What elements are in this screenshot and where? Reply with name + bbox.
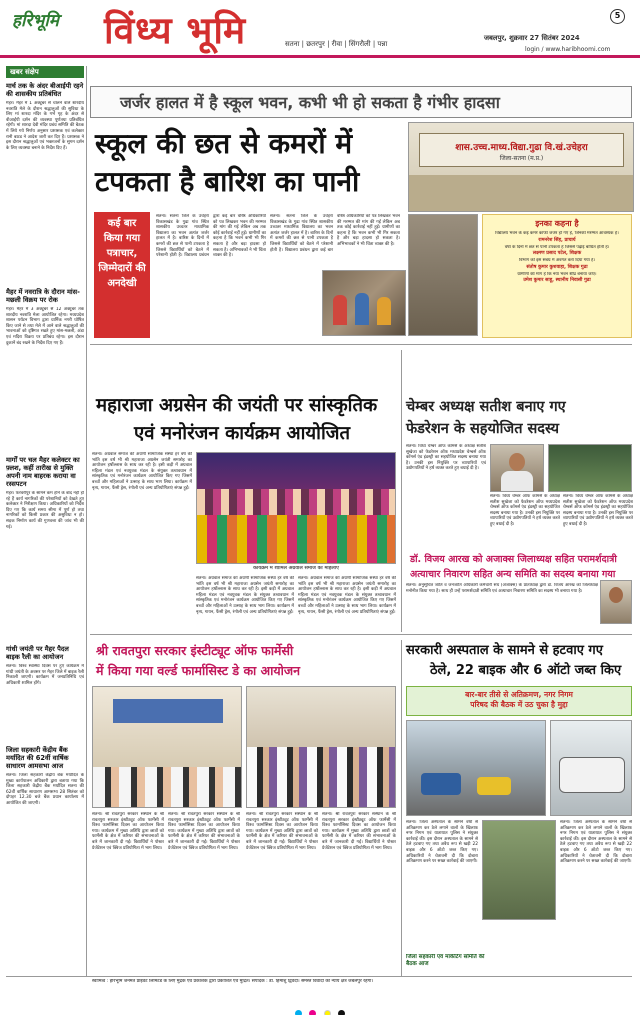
quote-item <box>486 272 628 284</box>
pharmacy-group-photo <box>246 686 396 808</box>
footer-label: जिला सहकारी एवं मार्केटिंग समिति की बैठक आज <box>406 954 485 967</box>
portrait-head <box>609 587 623 603</box>
hospital-banner <box>406 686 632 716</box>
quote-item <box>486 258 628 270</box>
footer-divider <box>6 976 632 977</box>
school-sign-board <box>419 133 624 167</box>
quote-item <box>486 231 628 243</box>
lead-callout-text: कई बार किया गया पत्राचार, जिम्मेदारों की अनदेखी <box>98 218 146 289</box>
group-row <box>247 747 395 807</box>
agrasen-headline-line-2: एवं मनोरंजन कार्यक्रम आयोजित <box>134 423 351 444</box>
quote-text: वर्षा के दिनों में छत से पानी टपकता है जिससे पढ़ाई बाधित होती है। <box>504 244 610 250</box>
chamber-body: सतना। विंध्य चेम्बर ऑफ कॉमर्स के अध्यक्ष सतीश सुखेजा को फेडरेशन ऑफ मध्यप्रदेश चेम्बर्स ऑफ कॉमर्स एंड इंडस्ट्री का सहयोजित सदस्य बनाया गया है। उनकी इस नियुक्ति पर व्यापारियों एवं उद्योगपतियों ने हर्ष व्यक्त करते हुए बधाई दी है। <box>406 444 486 472</box>
quotes-title: इनका कहना है <box>535 219 579 228</box>
region-item: पन्ना <box>377 40 388 48</box>
vijay-portrait-photo <box>600 580 632 624</box>
lead-body: सतना। सतना जिले के उचेहरा विकासखंड के गुढा गांव स्थित शासकीय उच्चतर माध्यमिक विद्यालय का भवन अत्यंत जर्जर हालत में है। बारिश के दिनों में कमरों की छत से पानी टपकता है जिससे विद्यार्थियों को बैठने में परेशानी होती है। विद्यालय प्रबंधन द्वारा कई बार वरिष्ठ अधिकारियों को पत्र लिखकर भवन की मरम्मत की मांग की गई लेकिन अब तक कोई कार्रवाई नहीं हुई। ग्रामीणों का कहना है कि भवन कभी भी गिर सकता है और बड़ा हादसा हो सकता है। अभिभावकों ने भी चिंता व्यक्त की है। <box>156 214 266 259</box>
brief-2-body: मैहर। मैहर में 3 अक्टूबर से 12 अक्टूबर तक शारदीय नवरात्रि मेला आयोजित रहेगा। मध्यप्रदेश शासन पर्यटन विभाग द्वारा धार्मिक नगरी घोषित किए जाने से तथा मेले में आने वाले श्रद्धालुओं की भावनाओं को दृष्टिगत रखते हुए मांस-मछली, अंडा एवं मदिरा विक्रय पर प्रतिबंध रहेगा। इस दौरान दुकानें बंद रखने के निर्देश दिए गए हैं। <box>6 307 84 346</box>
group-row <box>197 489 395 515</box>
pharmacy-body-col-2: सतना। श्री रावतपुरा सरकार संस्थान के श्री रावतपुरा सरकार इंस्टीट्यूट ऑफ फार्मेसी में विश्व फार्मासिस्ट दिवस का आयोजन किया गया। कार्यक्रम में मुख्य अतिथि द्वारा छात्रों को फार्मेसी के क्षेत्र में करियर की संभावनाओं के बारे में जानकारी दी गई। विद्यार्थियों ने पोस्टर प्रेजेंटेशन एवं क्विज प्रतियोगिता में भाग लिया। <box>168 812 240 851</box>
website: login / www.haribhoomi.com <box>525 46 611 53</box>
quote-text: ग्रामीणों की मांग है कि नया भवन शीघ्र बनाया जाए। <box>517 271 597 277</box>
chamber-headline-line-1: चेम्बर अध्यक्ष सतीश बनाए गए <box>406 399 566 415</box>
footer-imprint: स्वामित्व : हरिभूमि जनमत प्राइवेट लिमिटेड के लिए मुद्रक एवं प्रकाशक द्वारा प्रकाशित एवं मुद्रित। संपादक : डॉ. हिमांशु द्विवेदी। समस्त विवादों का न्याय क्षेत्र जबलपुर रहेगा। <box>92 979 374 984</box>
lead-body-continued: सतना। सतना जिले के उचेहरा विकासखंड के गुढा गांव स्थित शासकीय उच्चतर माध्यमिक विद्यालय का भवन अत्यंत जर्जर हालत में है। बारिश के दिनों में कमरों की छत से पानी टपकता है जिससे विद्यार्थियों को बैठने में परेशानी होती है। विद्यालय प्रबंधन द्वारा कई बार वरिष्ठ अधिकारियों को पत्र लिखकर भवन की मरम्मत की मांग की गई लेकिन अब तक कोई कार्रवाई नहीं हुई। ग्रामीणों का कहना है कि भवन कभी भी गिर सकता है और बड़ा हादसा हो सकता है। अभिभावकों ने भी चिंता व्यक्त की है। <box>270 214 400 253</box>
sidebar <box>6 66 84 976</box>
student-figure <box>355 293 369 325</box>
pharmacy-body-col-3: सतना। श्री रावतपुरा सरकार संस्थान के श्री रावतपुरा सरकार इंस्टीट्यूट ऑफ फार्मेसी में विश्व फार्मासिस्ट दिवस का आयोजन किया गया। कार्यक्रम में मुख्य अतिथि द्वारा छात्रों को फार्मेसी के क्षेत्र में करियर की संभावनाओं के बारे में जानकारी दी गई। विद्यार्थियों ने पोस्टर प्रेजेंटेशन एवं क्विज प्रतियोगिता में भाग लिया। <box>246 812 318 851</box>
column-divider <box>86 66 87 976</box>
brief-3-body: मैहर। फरवरीपुर के सामने कम होने के बाद नहीं हो रहे हैं कार्य नागरिकों की परेशानियों को देखते हुए कलेक्टर ने निरीक्षण किया। अधिकारियों को निर्देश दिए गए कि कार्य समय सीमा में पूर्ण हो तथा नागरिकों को किसी प्रकार की असुविधा न हो। सड़क निर्माण कार्य की गुणवत्ता की जांच भी की गई। <box>6 491 84 530</box>
quote-author: लक्ष्मण प्रसाद पटेल, शिक्षक <box>532 251 582 257</box>
hospital-body-col-2: सतना। जिला अस्पताल के सामने वर्षों से अतिक्रमण कर ठेले लगाने वालों के खिलाफ नगर निगम एवं यातायात पुलिस ने संयुक्त कार्रवाई की। इस दौरान अस्पताल के सामने से ठेले हटवाए गए तथा अवैध रूप से खड़ी 22 बाइक और 6 ऑटो जब्त किए गए। अधिकारियों ने चेतावनी दी कि दोबारा अतिक्रमण करने पर सख्त कार्रवाई की जाएगी। <box>560 820 632 865</box>
brief-1-body: मैहर। मैहर में 1 अक्टूबर से चालने वाले शारदीय नवरात्रि मेले के दौरान श्रद्धालुओं की सुविधा के लिए मां शारदा मंदिर के गर्भ गृह के अंदर से वीआईपी दर्शन की व्यवस्था पूर्णतया प्रतिबंधित रहेगी। मां शारदा देवी मंदिर प्रबंध समिति की बैठक में लिये गये निर्णय अनुसार प्रशासक एवं कलेक्टर रानी बाटड ने आदेश जारी कर दिए हैं। प्रशासक ने इस दौरान श्रद्धालुओं एवं भक्तजनों के सुगम दर्शन के लिए व्यवस्था बनाने के निर्देश दिए हैं। <box>6 101 84 151</box>
chamber-body-2: सतना। विंध्य चेम्बर ऑफ कॉमर्स के अध्यक्ष सतीश सुखेजा को फेडरेशन ऑफ मध्यप्रदेश चेम्बर्स ऑफ कॉमर्स एंड इंडस्ट्री का सहयोजित सदस्य बनाया गया है। उनकी इस नियुक्ति पर व्यापारियों एवं उद्योगपतियों ने हर्ष व्यक्त करते हुए बधाई दी है। <box>490 494 560 527</box>
school-sign-subtext: जिला-सतना (म.प्र.) <box>499 155 544 162</box>
dateline: जबलपुर, शुक्रवार 27 सितंबर 2024 <box>484 34 580 42</box>
hospital-crowd-photo <box>482 820 556 920</box>
lead-kicker: जर्जर हालत में है स्कूल भवन, कभी भी हो सकता है गंभीर हादसा <box>120 93 500 112</box>
hospital-headline-line-1: सरकारी अस्पताल के सामने से हटवाए गए <box>406 643 603 658</box>
quote-author: संतोष कुमार कुशवाहा, शिक्षक गुढा <box>526 264 588 270</box>
region-item: सिंगरौली <box>348 40 371 48</box>
lead-headline-line-2: टपकता है बारिश का पानी <box>95 165 360 198</box>
brief-5-body: सतना। जिला सहकारी केंद्रीय बैंक मर्यादित के मुख्य कार्यपालन अधिकारी द्वारा बताया गया कि जिला सहकारी केंद्रीय बैंक मर्यादित सतना की 62वीं वार्षिक साधारण आमसभा 28 सितंबर को दोपहर 12.30 बजे बैंक प्रधान कार्यालय में आयोजित की जाएगी। <box>6 773 84 806</box>
lead-callout-box <box>94 212 150 338</box>
school-building-photo <box>408 122 634 212</box>
region-item: छतरपुर <box>306 40 325 48</box>
brief-1-headline: मार्च तक के अंदर बीआईपी रहने की शासकीय प्रतिबंधित <box>6 82 84 98</box>
column-divider <box>401 640 402 976</box>
person-body <box>501 471 533 492</box>
pharmacy-headline-line-2: में किया गया वर्ल्ड फार्मासिस्ट डे का आयोजन <box>96 663 301 678</box>
region-item: रीवा <box>331 40 343 48</box>
pharmacy-headline-line-1: श्री रावतपुरा सरकार इंस्टीट्यूट ऑफ फार्मेसी <box>96 643 294 658</box>
agrasen-body-col-3: सतना। अग्रवाल समाज की अग्रणी सामाजिक संस्था हर वर्ष की भांति इस वर्ष भी श्री महाराजा अग्रसेन जयंती समारोह का आयोजन हर्षोल्लास के साथ कर रही है। इसी कड़ी में अग्रवाल महिला मंडल एवं नवयुवक मंडल के संयुक्त तत्वावधान में सांस्कृतिक एवं मनोरंजन कार्यक्रम आयोजित किए गए जिसमें बच्चों और महिलाओं ने उत्साह के साथ भाग लिया। कार्यक्रम में नृत्य, गायन, फैंसी ड्रेस, रंगोली एवं अन्य प्रतियोगिताएं संपन्न हुईं। <box>298 576 396 615</box>
audience-row <box>93 767 241 807</box>
hospital-headline-line-2: ठेले, 22 बाइक और 6 ऑटो जब्त किए <box>430 663 622 678</box>
hospital-body-col-1: सतना। जिला अस्पताल के सामने वर्षों से अतिक्रमण कर ठेले लगाने वालों के खिलाफ नगर निगम एवं यातायात पुलिस ने संयुक्त कार्रवाई की। इस दौरान अस्पताल के सामने से ठेले हटवाए गए तथा अवैध रूप से खड़ी 22 बाइक और 6 ऑटो जब्त किए गए। अधिकारियों ने चेतावनी दी कि दोबारा अतिक्रमण करने पर सख्त कार्रवाई की जाएगी। <box>406 820 478 865</box>
quote-author: उमेश कुमार साहू, स्थानीय निवासी गुढा <box>523 278 591 284</box>
vehicle-shape <box>477 777 511 795</box>
brief-5-headline: जिला सहकारी केंद्रीय बैंक मर्यादित की 62वीं वार्षिक साधारण आमसभा आज <box>6 746 69 770</box>
agrasen-photo-caption: कार्यक्रम में शामिल अग्रवाल समाज की महिलाएं <box>253 566 339 571</box>
quote-text: विद्यालय भवन के कई कमरे काफी जर्जर हो गए हैं, जिनकी मरम्मत आवश्यक है। <box>495 231 619 236</box>
page-number-badge: 5 <box>610 9 625 24</box>
section-divider <box>90 634 632 635</box>
pharmacy-body-col-4: सतना। श्री रावतपुरा सरकार संस्थान के श्री रावतपुरा सरकार इंस्टीट्यूट ऑफ फार्मेसी में विश्व फार्मासिस्ट दिवस का आयोजन किया गया। कार्यक्रम में मुख्य अतिथि द्वारा छात्रों को फार्मेसी के क्षेत्र में करियर की संभावनाओं के बारे में जानकारी दी गई। विद्यार्थियों ने पोस्टर प्रेजेंटेशन एवं क्विज प्रतियोगिता में भाग लिया। <box>322 812 396 851</box>
chamber-body-3: सतना। विंध्य चेम्बर ऑफ कॉमर्स के अध्यक्ष सतीश सुखेजा को फेडरेशन ऑफ मध्यप्रदेश चेम्बर्स ऑफ कॉमर्स एंड इंडस्ट्री का सहयोजित सदस्य बनाया गया है। उनकी इस नियुक्ति पर व्यापारियों एवं उद्योगपतियों ने हर्ष व्यक्त करते हुए बधाई दी है। <box>563 494 633 527</box>
building-wall <box>409 175 634 212</box>
quote-item <box>486 245 628 257</box>
column-divider <box>401 350 402 632</box>
brief-2-headline: मैहर में नवरात्रि के दौरान मांस-मछली विक्रय पर रोक <box>6 288 80 304</box>
pharmacy-seminar-photo <box>92 686 242 808</box>
region-item: सतना <box>285 40 300 48</box>
student-figure <box>377 297 391 325</box>
agrasen-body-col-1: सतना। अग्रवाल समाज की अग्रणी सामाजिक संस्था हर वर्ष की भांति इस वर्ष भी श्री महाराजा अग्रसेन जयंती समारोह का आयोजन हर्षोल्लास के साथ कर रही है। इसी कड़ी में अग्रवाल महिला मंडल एवं नवयुवक मंडल के संयुक्त तत्वावधान में सांस्कृतिक एवं मनोरंजन कार्यक्रम आयोजित किए गए जिसमें बच्चों और महिलाओं ने उत्साह के साथ भाग लिया। कार्यक्रम में नृत्य, गायन, फैंसी ड्रेस, रंगोली एवं अन्य प्रतियोगिताएं संपन्न हुईं। <box>92 452 192 491</box>
person-head <box>509 453 525 471</box>
lead-headline-line-1: स्कूल की छत से कमरों में <box>95 127 353 160</box>
pharmacy-body-col-1: सतना। श्री रावतपुरा सरकार संस्थान के श्री रावतपुरा सरकार इंस्टीट्यूट ऑफ फार्मेसी में विश्व फार्मासिस्ट दिवस का आयोजन किया गया। कार्यक्रम में मुख्य अतिथि द्वारा छात्रों को फार्मेसी के क्षेत्र में करियर की संभावनाओं के बारे में जानकारी दी गई। विद्यार्थियों ने पोस्टर प्रेजेंटेशन एवं क्विज प्रतियोगिता में भाग लिया। <box>92 812 164 851</box>
vehicle-shape <box>421 773 461 795</box>
group-row <box>197 515 395 563</box>
vijay-headline-line-2: अत्याचार निवारण सहित अन्य समिति का सदस्य बनाया गया <box>410 569 616 580</box>
brief-4-body: सतना। विश्व स्वास्थ्य दिवस पर हुए कार्यक्रम में गांधी जयंती के अवसर पर मैहर जिले में बाइक रैली निकाली जाएगी। कार्यक्रम में जनप्रतिनिधि एवं अधिकारी शामिल होंगे। <box>6 664 84 686</box>
students-classroom-photo <box>322 270 406 336</box>
suv-shape <box>559 757 625 793</box>
masthead <box>0 0 640 58</box>
black-registration-dot <box>338 1010 345 1015</box>
brief-3-headline: मार्गों पर चल मैहर कलेक्टर का फ़्लश, कहीं तारीख से मुक्ति अपनी नाम बाहरक कराया वा रस्सपटन <box>6 456 80 488</box>
vijay-headline-line-1: डॉ. विजय आरख को अजाक्स जिलाध्यक्ष सहित परामर्शदात्री <box>410 554 617 565</box>
agrasen-group-photo <box>196 452 396 564</box>
yellow-registration-dot <box>324 1010 331 1015</box>
quotes-box <box>482 214 632 338</box>
cyan-registration-dot <box>295 1010 302 1015</box>
agrasen-headline-line-1: महाराजा अग्रसेन की जयंती पर सांस्कृतिक <box>96 395 378 416</box>
region-list: सतना | छतरपुर | रीवा | सिंगरौली | पन्ना <box>285 40 388 48</box>
classroom-ceiling-photo <box>408 214 478 336</box>
school-sign-text: शास.उच्च.माध्य.विद्या.गुढा वि.खं.उचेहरा <box>455 143 588 153</box>
stage-banner <box>113 699 223 723</box>
student-figure <box>333 295 347 325</box>
chamber-headline-line-2: फेडरेशन के सहयोजित सदस्य <box>406 421 560 437</box>
page-title: विंध्य भूमि <box>104 8 247 52</box>
sidebar-tag: खबर संक्षेप <box>6 66 84 78</box>
brief-4-headline: गांधी जयंती पर मैहर पैदल बाइक रैली का आयोजन <box>6 645 69 661</box>
quote-author: रामनरेश सिंह, प्राचार्य <box>538 237 576 243</box>
quote-text: विभाग को इस संबंध में अवगत करा दिया गया है। <box>519 258 595 264</box>
hospital-banner-line-1: बार-बार तीसे से अतिक्रमण, नगर निगम <box>465 690 573 699</box>
chamber-group-photo <box>548 444 632 492</box>
magenta-registration-dot <box>309 1010 316 1015</box>
agrasen-body-col-2: सतना। अग्रवाल समाज की अग्रणी सामाजिक संस्था हर वर्ष की भांति इस वर्ष भी श्री महाराजा अग्रसेन जयंती समारोह का आयोजन हर्षोल्लास के साथ कर रही है। इसी कड़ी में अग्रवाल महिला मंडल एवं नवयुवक मंडल के संयुक्त तत्वावधान में सांस्कृतिक एवं मनोरंजन कार्यक्रम आयोजित किए गए जिसमें बच्चों और महिलाओं ने उत्साह के साथ भाग लिया। कार्यक्रम में नृत्य, गायन, फैंसी ड्रेस, रंगोली एवं अन्य प्रतियोगिताएं संपन्न हुईं। <box>196 576 294 615</box>
vijay-body: सतना। अनुसूचित जाति व जनजाति अधिकारी कर्मचारी संघ (अजाक्स) के प्रांताध्यक्ष द्वारा डॉ. विजय आरख को जिलाध्यक्ष मनोनीत किया गया है। साथ ही उन्हें परामर्शदात्री समिति एवं अत्याचार निवारण समिति का सदस्य भी बनाया गया है। <box>406 583 598 594</box>
registration-marks <box>10 1002 630 1012</box>
section-divider <box>90 344 632 345</box>
hospital-road-photo <box>406 720 546 816</box>
hospital-banner-line-2: परिषद की बैठक में उठ चुका है मुद्दा <box>470 700 568 709</box>
hospital-vehicle-photo <box>550 720 632 816</box>
chamber-person-photo <box>490 444 544 492</box>
brand-logo: हरिभूमि <box>12 11 59 31</box>
